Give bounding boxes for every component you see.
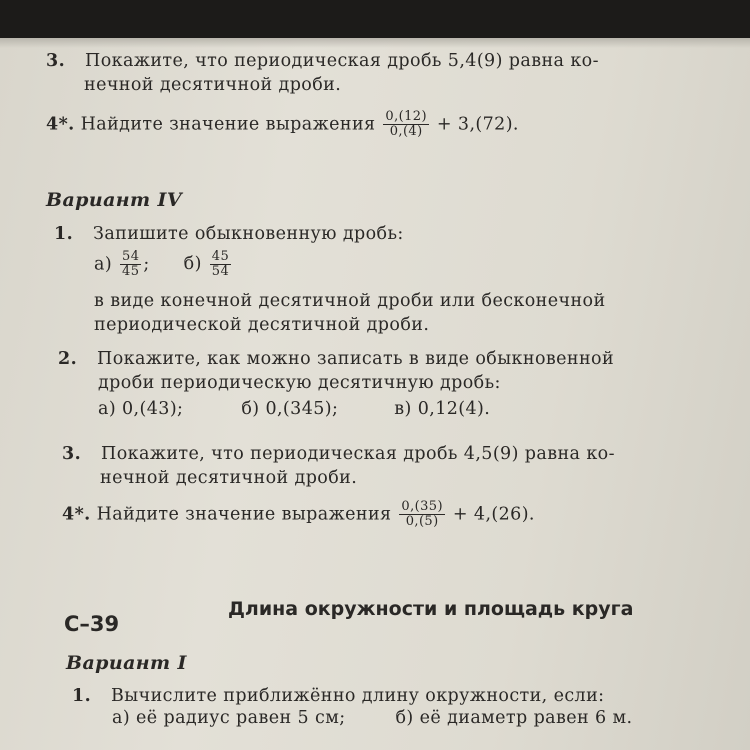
top-task-4 <box>46 110 519 140</box>
v4-task-1 <box>54 224 404 244</box>
section-task-1-number: 1. <box>72 686 92 706</box>
v4-task-4-frac-den: 0,(5) <box>405 514 439 530</box>
v4-task-2-c: в) 0,12(4). <box>394 399 491 419</box>
section-code: С–39 <box>64 612 120 636</box>
section-variant-heading: Вариант I <box>66 652 187 674</box>
v4-task-1-text: Запишите обыкновенную дробь: <box>93 224 404 244</box>
variant-iv-heading: Вариант IV <box>46 189 182 211</box>
v4-task-2-number: 2. <box>58 349 78 369</box>
top-task-4-fraction <box>383 110 429 140</box>
v4-task-4-text: Найдите значение выражения <box>96 504 392 525</box>
v4-task-4-frac-num: 0,(35) <box>401 499 443 514</box>
v4-task-1-a-label: а) <box>94 254 113 275</box>
v4-task-1-options <box>94 250 233 280</box>
textbook-page <box>0 38 750 750</box>
top-task-4-text: Найдите значение выражения <box>80 114 376 135</box>
v4-task-4-fraction <box>399 500 445 530</box>
v4-task-3-line1: Покажите, что периодическая дробь 4,5(9) равна ко- <box>101 444 615 464</box>
v4-task-1-a-punct: ; <box>143 254 150 275</box>
section-title: Длина окружности и площадь круга <box>228 598 634 620</box>
section-task-1-b: б) её диаметр равен 6 м. <box>395 708 633 728</box>
page-shadow <box>0 38 750 48</box>
v4-task-2 <box>58 349 614 369</box>
v4-task-1-line2: в виде конечной десятичной дроби или бесконечной <box>94 291 606 311</box>
v4-task-1-number: 1. <box>54 224 74 244</box>
top-task-4-frac-num: 0,(12) <box>385 109 427 124</box>
v4-task-4-number: 4*. <box>62 504 91 525</box>
v4-task-1-a-fraction <box>120 250 141 280</box>
v4-task-2-line1: Покажите, как можно записать в виде обыкновенной <box>97 349 615 369</box>
v4-task-1-a-num: 54 <box>122 249 140 264</box>
v4-task-1-line3: периодической десятичной дроби. <box>94 315 430 335</box>
top-task-4-frac-den: 0,(4) <box>389 124 423 140</box>
v4-task-1-b-den: 54 <box>211 264 230 280</box>
v4-task-2-a: а) 0,(43); <box>98 399 184 419</box>
top-task-4-tail: + 3,(72). <box>436 114 519 135</box>
v4-task-4 <box>62 500 535 530</box>
top-task-3-number: 3. <box>46 51 66 71</box>
v4-task-1-b-num: 45 <box>211 249 230 264</box>
section-task-1-a: а) её радиус равен 5 см; <box>112 708 346 728</box>
v4-task-2-b: б) 0,(345); <box>241 399 339 419</box>
top-task-3-line2: нечной десятичной дроби. <box>84 75 342 95</box>
v4-task-3-number: 3. <box>62 444 82 464</box>
v4-task-3-line2: нечной десятичной дроби. <box>100 468 358 488</box>
top-task-3 <box>46 51 599 71</box>
v4-task-2-line2: дроби периодическую десятичную дробь: <box>98 373 501 393</box>
v4-task-3 <box>62 444 615 464</box>
top-task-4-number: 4*. <box>46 114 75 135</box>
section-task-1-text: Вычислите приближённо длину окружности, если: <box>111 686 605 706</box>
v4-task-2-options <box>98 399 490 419</box>
v4-task-1-a-den: 45 <box>122 264 140 280</box>
section-task-1-options <box>112 708 633 728</box>
v4-task-4-tail: + 4,(26). <box>452 504 535 525</box>
v4-task-1-b-fraction <box>210 250 231 280</box>
section-task-1 <box>72 686 604 706</box>
top-task-3-line1: Покажите, что периодическая дробь 5,4(9) равна ко- <box>85 51 599 71</box>
v4-task-1-b-label: б) <box>183 254 202 275</box>
